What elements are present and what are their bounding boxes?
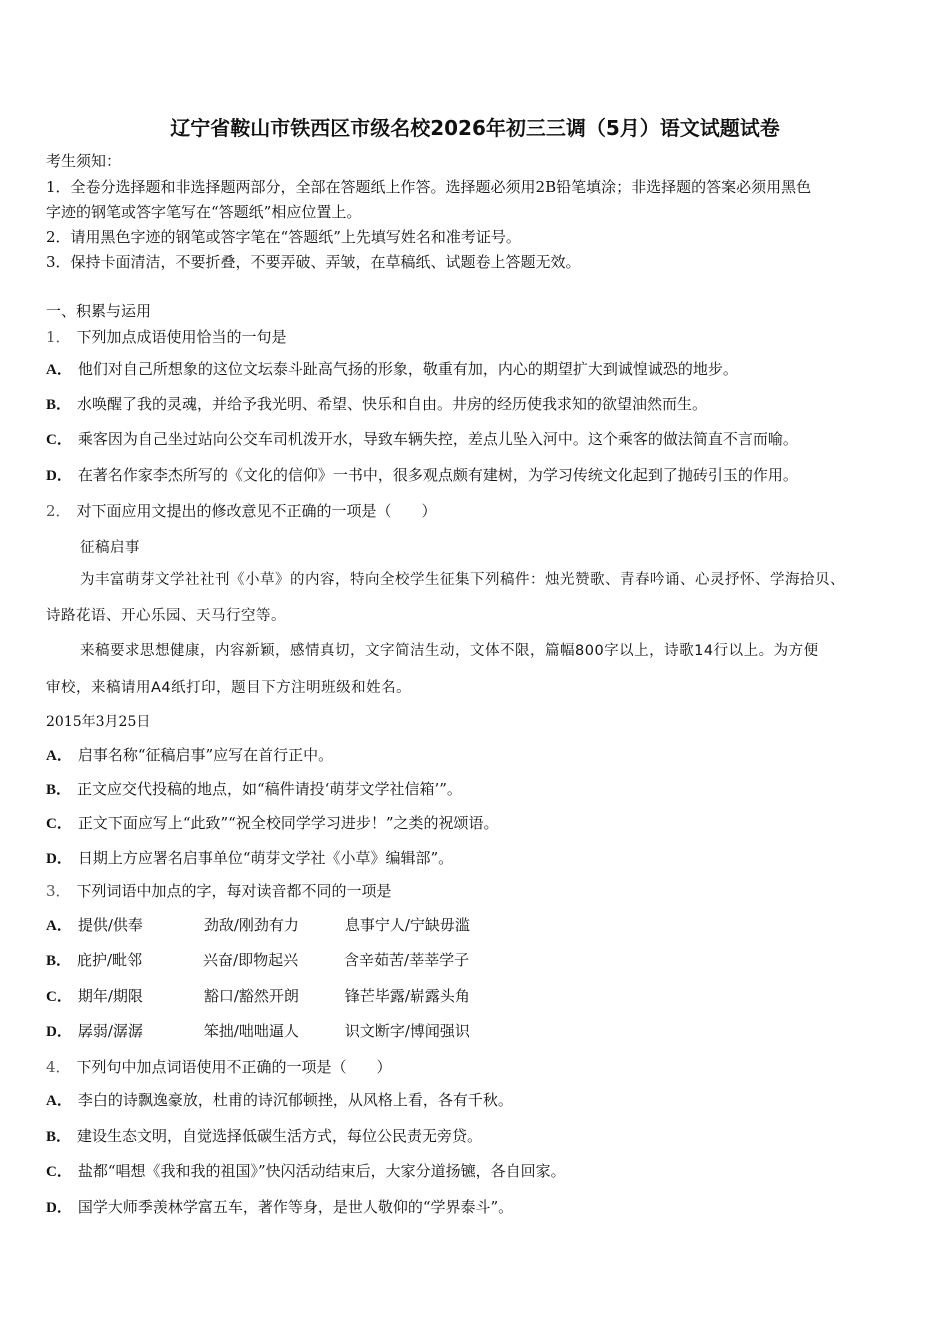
q3-option-b [46, 949, 469, 972]
option-text: 正文应交代投稿的地点，如“稿件请投‘萌芽文学社信箱’”。 [77, 780, 462, 798]
page-title: 辽宁省鞍山市铁西区市级名校2026年初三三调（5月）语文试题试卷 [170, 116, 780, 140]
option-label: A． [46, 362, 72, 378]
question-number: 4． [46, 1058, 71, 1076]
word-pair: 孱弱/潺潺 [77, 1022, 143, 1040]
q3-option-c [46, 985, 470, 1008]
option-label: B． [46, 397, 72, 413]
option-label: A． [46, 918, 72, 934]
question-text: 下列词语中加点的字，每对读音都不同的一项是 [76, 882, 392, 900]
option-text: 日期上方应署名启事单位“萌芽文学社《小草》编辑部”。 [77, 849, 454, 867]
question-text: 对下面应用文提出的修改意见不正确的一项是（ ） [76, 502, 437, 520]
notice-body-line: 来稿要求思想健康，内容新颖，感情真切，文字简洁生动，文体不限，篇幅800字以上，诗歌14行以上。为方便 [80, 643, 819, 659]
option-label: B． [46, 953, 72, 969]
notice-line: 1．全卷分选择题和非选择题两部分，全部在答题纸上作答。选择题必须用2B铅笔填涂；非选择题的答案必须用黑色 [46, 178, 812, 196]
option-text: 他们对自己所想象的这位文坛泰斗趾高气扬的形象，敬重有加，内心的期望扩大到诚惶诚恐的地步。 [77, 360, 738, 378]
option-text: 国学大师季羡林学富五车，著作等身，是世人敬仰的“学界泰斗”。 [77, 1198, 514, 1216]
q2-option-b [46, 778, 462, 801]
option-label: B． [46, 782, 72, 798]
notice-body-line: 为丰富萌芽文学社社刊《小草》的内容，特向全校学生征集下列稿件：烛光赞歌、青春吟诵、心灵抒怀、学海拾贝、 [80, 572, 845, 588]
notice-line: 字迹的钢笔或答字笔写在“答题纸”相应位置上。 [46, 203, 362, 221]
option-label: A． [46, 748, 72, 764]
option-text: 建设生态文明，自觉选择低碳生活方式，每位公民责无旁贷。 [77, 1127, 483, 1145]
option-label: D． [46, 468, 72, 484]
notice-title: 征稿启事 [80, 540, 140, 556]
option-text: 盐都“唱想《我和我的祖国》”快闪活动结束后，大家分道扬镳，各自回家。 [77, 1162, 566, 1180]
q3-option-a [46, 914, 470, 937]
q1-option-b [46, 393, 707, 416]
q4-option-c [46, 1160, 566, 1183]
q4-option-b [46, 1125, 482, 1148]
option-label: C． [46, 1164, 72, 1180]
question-number: 1． [46, 328, 71, 346]
section-heading: 一、积累与运用 [46, 302, 152, 320]
option-label: D． [46, 1200, 72, 1216]
option-label: D． [46, 851, 72, 867]
question-number: 2． [46, 502, 71, 520]
option-text: 启事名称“征稿启事”应写在首行正中。 [77, 746, 334, 764]
q1-option-a [46, 358, 738, 381]
q1-option-d [46, 464, 798, 487]
option-label: A． [46, 1093, 72, 1109]
notice-line: 2．请用黑色字迹的钢笔或答字笔在“答题纸”上先填写姓名和准考证号。 [46, 228, 521, 246]
option-label: C． [46, 816, 72, 832]
question-3-stem [46, 880, 392, 902]
option-text: 在著名作家李杰所写的《文化的信仰》一书中，很多观点颇有建树，为学习传统文化起到了抛砖引玉的作用。 [77, 466, 798, 484]
notice-line: 3．保持卡面清洁，不要折叠，不要弄破、弄皱，在草稿纸、试题卷上答题无效。 [46, 253, 581, 271]
q1-option-c [46, 428, 798, 451]
option-label: B． [46, 1129, 72, 1145]
option-label: C． [46, 432, 72, 448]
word-pair: 豁口/豁然开朗 [203, 987, 299, 1005]
word-pair: 提供/供奉 [77, 916, 143, 934]
q2-option-d [46, 847, 453, 870]
word-pair: 劲敌/刚劲有力 [203, 916, 299, 934]
notice-body-line: 审校，来稿请用A4纸打印，题目下方注明班级和姓名。 [46, 680, 412, 696]
question-2-stem [46, 500, 437, 522]
q2-option-a [46, 744, 333, 767]
notice-date: 2015年3月25日 [46, 714, 151, 730]
option-text: 水唤醒了我的灵魂，并给予我光明、希望、快乐和自由。井房的经历使我求知的欲望油然而生。 [77, 395, 708, 413]
option-label: D． [46, 1024, 72, 1040]
notice-heading: 考生须知： [46, 152, 122, 170]
option-text: 李白的诗飘逸豪放，杜甫的诗沉郁顿挫，从风格上看，各有千秋。 [77, 1091, 513, 1109]
q4-option-d [46, 1196, 513, 1219]
word-pair: 识文断字/博闻强识 [344, 1022, 470, 1040]
word-pair: 兴奋/即物起兴 [203, 951, 299, 969]
word-pair: 庇护/毗邻 [77, 951, 143, 969]
word-pair: 息事宁人/宁缺毋滥 [344, 916, 470, 934]
notice-body-line: 诗路花语、开心乐园、天马行空等。 [46, 608, 286, 624]
option-text: 正文下面应写上“此致”“祝全校同学学习进步！”之类的祝颂语。 [77, 814, 499, 832]
q4-option-a [46, 1089, 513, 1112]
question-1-stem [46, 326, 287, 348]
word-pair: 含辛茹苦/莘莘学子 [344, 951, 470, 969]
option-text: 乘客因为自己坐过站向公交车司机泼开水，导致车辆失控，差点儿坠入河中。这个乘客的做法简直不言而喻。 [77, 430, 798, 448]
option-label: C． [46, 989, 72, 1005]
word-pair: 笨拙/咄咄逼人 [203, 1022, 299, 1040]
question-text: 下列加点成语使用恰当的一句是 [76, 328, 287, 346]
word-pair: 锋芒毕露/崭露头角 [344, 987, 470, 1005]
q3-option-d [46, 1020, 470, 1043]
question-number: 3． [46, 882, 71, 900]
word-pair: 期年/期限 [77, 987, 143, 1005]
question-4-stem [46, 1056, 392, 1078]
question-text: 下列句中加点词语使用不正确的一项是（ ） [76, 1058, 392, 1076]
q2-option-c [46, 812, 499, 835]
